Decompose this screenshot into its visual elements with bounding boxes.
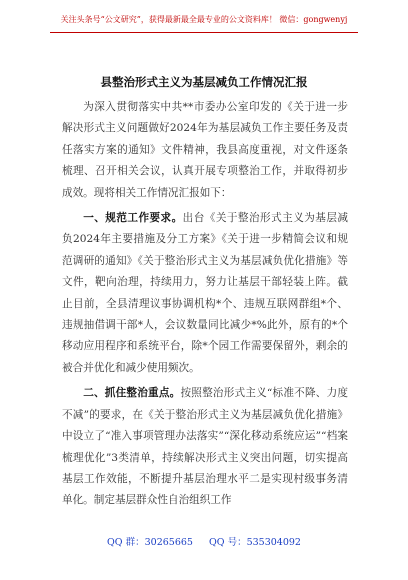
qq-number: 535304092 xyxy=(246,537,301,548)
header-divider xyxy=(50,32,358,33)
section-heading-1: 一、规范工作要求。 xyxy=(83,212,183,225)
footer-contact xyxy=(0,534,408,548)
section-heading-2: 二、抓住整治重点。 xyxy=(83,387,181,400)
qq-group-label: QQ 群： xyxy=(107,537,145,548)
section-paragraph-2 xyxy=(62,383,348,511)
header-banner: 关注头条号“公文研究”，获得最新最全最专业的公文资料库！ 微信：gongwenyj xyxy=(60,15,348,24)
section-text-1: 出台《关于整治形式主义为基层减负2024年主要措施及分工方案》《关于进一步精简会议和规范调研的通知》《关于整治形式主义为基层减负优化措施》等文件，靶向治理，持续用力，努力让基层干部轻装上阵。截止目前，全县清理议事协调机构*个、违规互联网群组*个、违规抽借调干部*人，会议数量同比减少*%此外，原有的*个移动应用程序和系统平台，除*个园工作需要保留外，剩余的被合并优化和减少使用频次。 xyxy=(62,212,349,374)
qq-group-number: 30265665 xyxy=(144,537,193,548)
document-title: 县整治形式主义为基层减负工作情况汇报 xyxy=(100,75,308,89)
section-paragraph-1 xyxy=(62,208,348,379)
document-body xyxy=(62,97,348,516)
intro-paragraph: 为深入贯彻落实中共**市委办公室印发的《关于进一步解决形式主义问题做好2024年为基层减负工作主要任务及责任落实方案的通知》文件精神，我县高度重视，对文件逐条梳理、召开相关会议，认真开展专项整治工作，并取得初步成效。现将相关工作情况汇报如下： xyxy=(62,101,348,199)
qq-number-label: QQ 号： xyxy=(208,537,247,548)
section-text-2: 按照整治形式主义“标准不降、力度不减”的要求，在《关于整治形式主义为基层减负优化措施》中设立了“准入事项管理办法落实”“深化移动系统应运”“档案梳理优化”3类清单，持续解决形式主义突出问题，切实提高基层工作效能，不断提升基层治理水平二是实现村级事务清单化。制定基层群众性自治组织工作 xyxy=(62,387,349,507)
